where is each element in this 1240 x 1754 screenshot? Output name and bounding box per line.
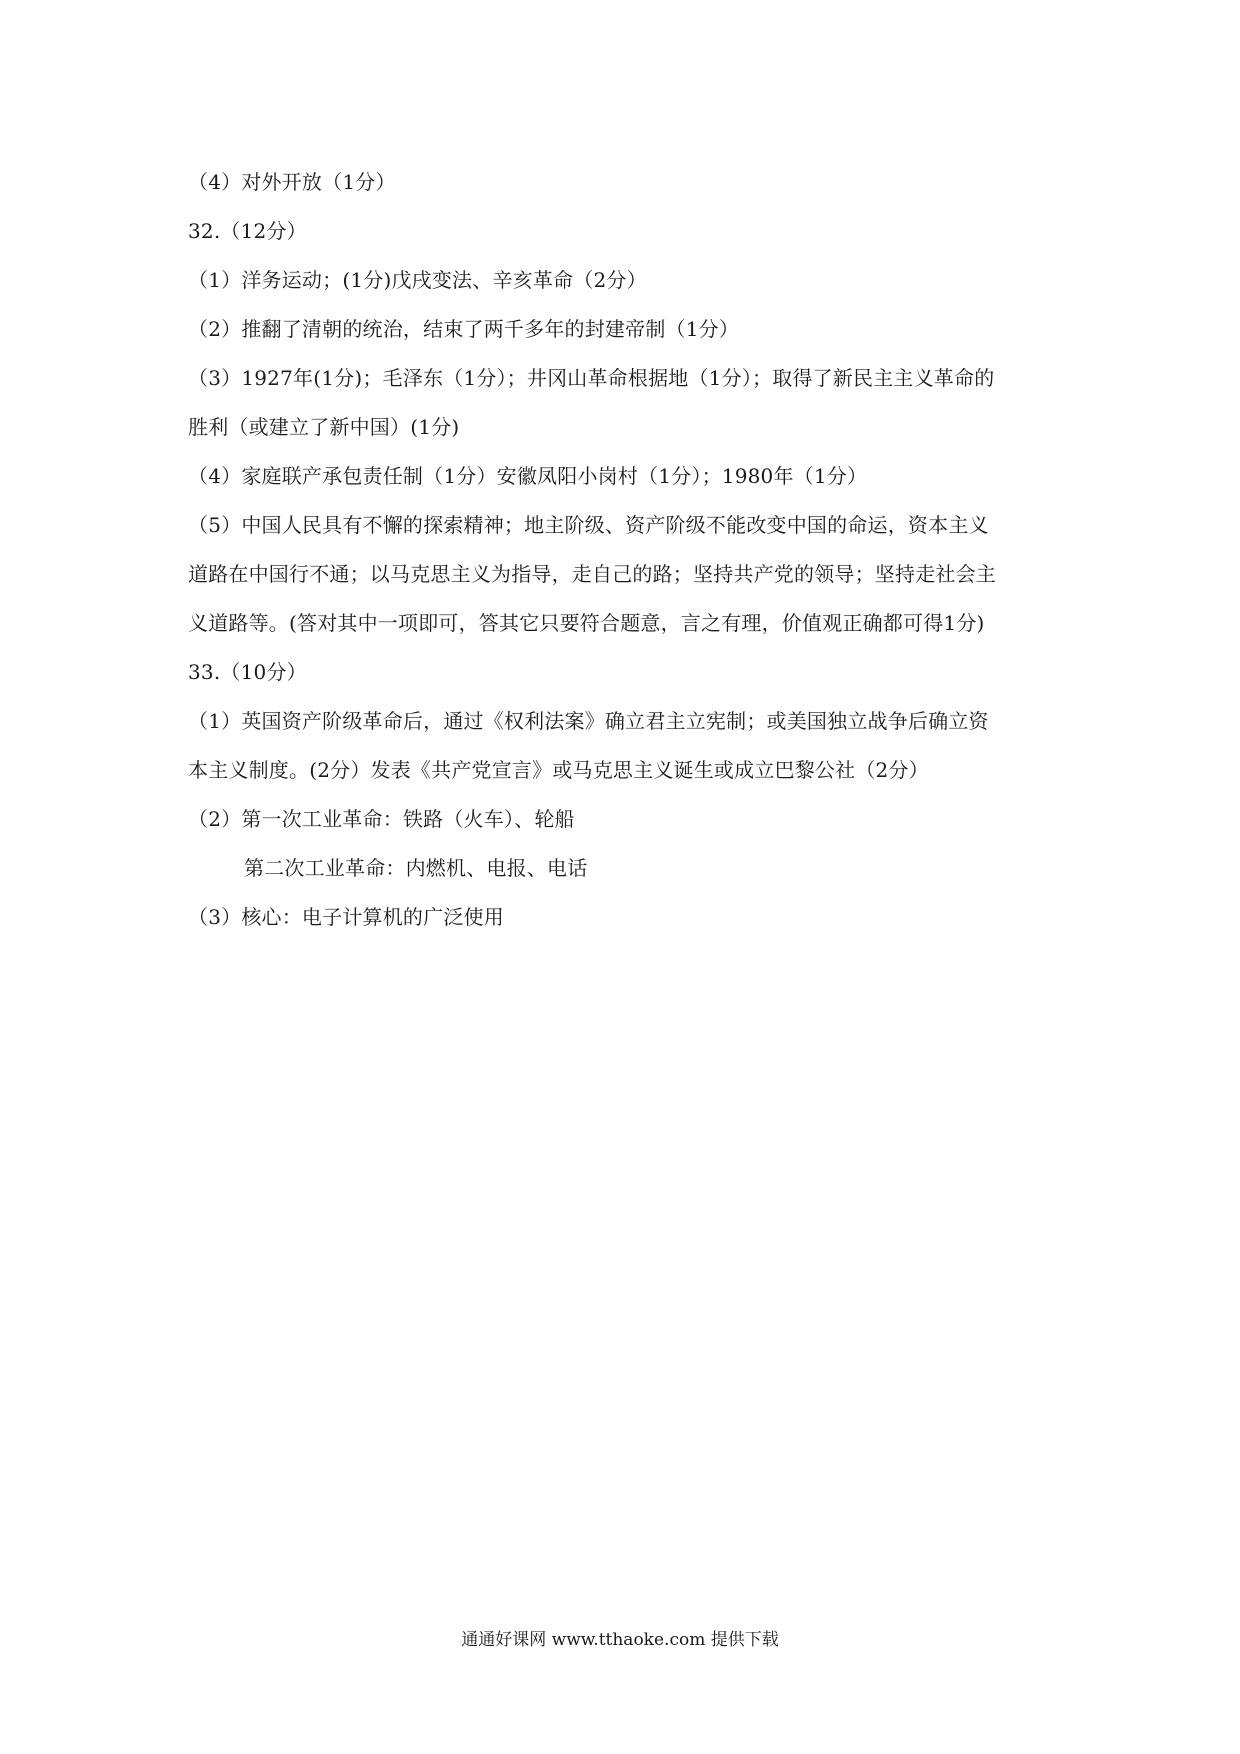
answer-line-32-3-cont: 胜利（或建立了新中国）(1分) [188,415,460,439]
answer-line-33-3: （3）核心：电子计算机的广泛使用 [188,905,504,929]
question-33-heading: 33.（10分） [188,660,307,684]
answer-line-33-1-cont: 本主义制度。(2分）发表《共产党宣言》或马克思主义诞生或成立巴黎公社（2分） [188,758,929,782]
answer-line-33-2-cont: 第二次工业革命：内燃机、电报、电话 [244,856,588,880]
answer-line-32-5-cont-1: 道路在中国行不通；以马克思主义为指导，走自己的路；坚持共产党的领导；坚持走社会主 [188,562,996,586]
answer-line-31-4: （4）对外开放（1分） [188,170,396,194]
answer-line-32-4: （4）家庭联产承包责任制（1分）安徽凤阳小岗村（1分）；1980年（1分） [188,464,868,488]
question-32-heading: 32.（12分） [188,219,307,243]
answer-line-32-2: （2）推翻了清朝的统治，结束了两千多年的封建帝制（1分） [188,317,740,341]
answer-line-32-1: （1）洋务运动；(1分)戊戌变法、辛亥革命（2分） [188,268,647,292]
page-footer: 通通好课网 www.tthaoke.com 提供下载 [461,1630,779,1650]
answer-line-33-1: （1）英国资产阶级革命后，通过《权利法案》确立君主立宪制；或美国独立战争后确立资 [188,709,989,733]
answer-line-32-5: （5）中国人民具有不懈的探索精神；地主阶级、资产阶级不能改变中国的命运，资本主义 [188,513,989,537]
answer-line-32-5-cont-2: 义道路等。(答对其中一项即可，答其它只要符合题意，言之有理，价值观正确都可得1分) [188,611,985,635]
answer-line-33-2: （2）第一次工业革命：铁路（火车）、轮船 [188,807,575,831]
answer-line-32-3: （3）1927年(1分)；毛泽东（1分）；井冈山革命根据地（1分）；取得了新民主主义革命的 [188,366,995,390]
answer-content [188,158,1058,942]
